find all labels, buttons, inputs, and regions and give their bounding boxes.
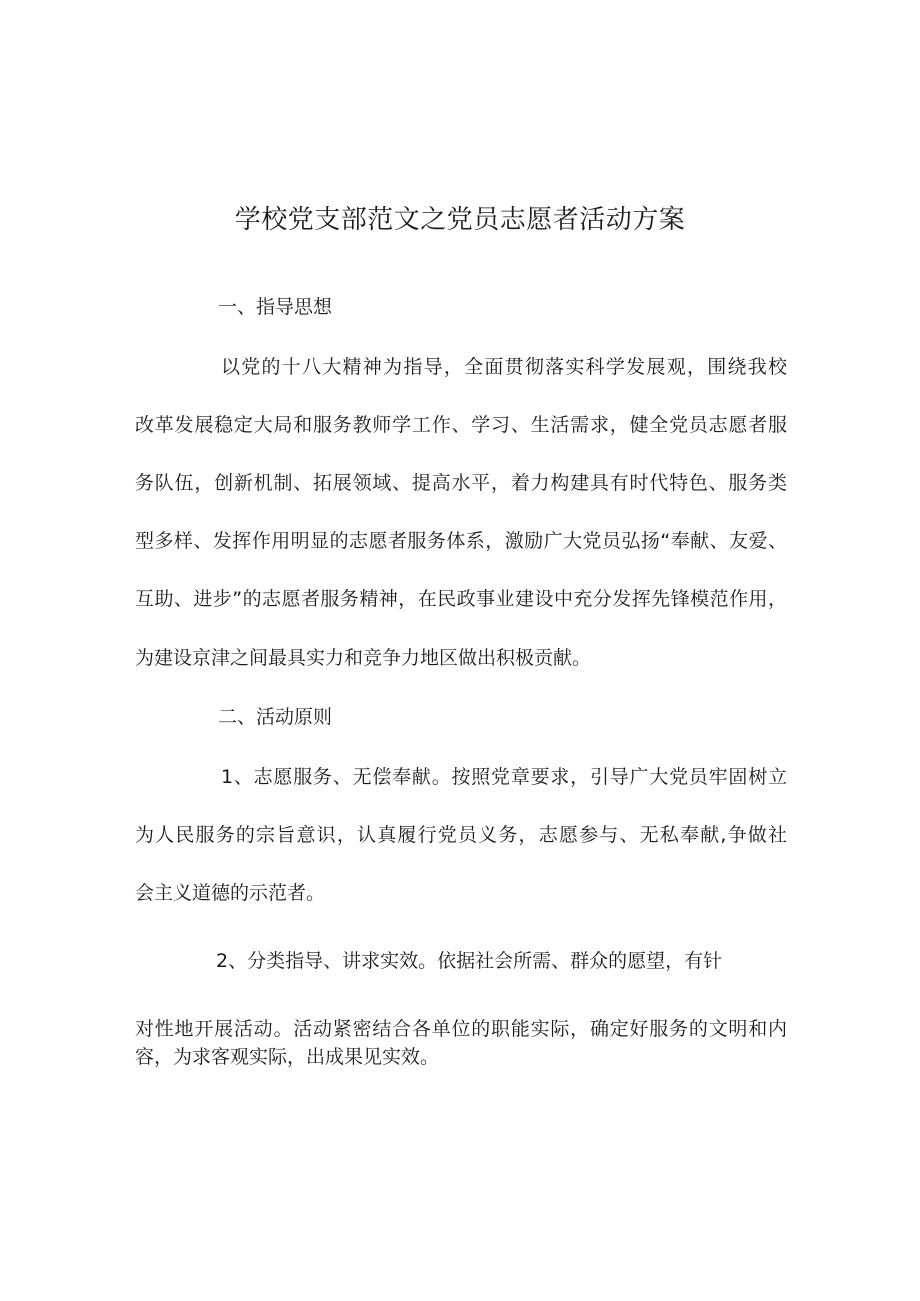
paragraph-line: 改革发展稳定大局和服务教师学工作、学习、生活需求，健全党员志愿者服 <box>135 414 787 436</box>
paragraph-line: 务队伍，创新机制、拓展领域、提高水平，着力构建具有时代特色、服务类 <box>135 472 787 494</box>
document-title: 学校党支部范文之党员志愿者活动方案 <box>234 205 686 235</box>
section-heading-guiding-ideology: 一、指导思想 <box>218 296 333 318</box>
paragraph-line: 对性地开展活动。活动紧密结合各单位的职能实际，确定好服务的文明和内 <box>135 1018 787 1040</box>
paragraph-line: 为人民服务的宗旨意识，认真履行党员义务，志愿参与、无私奉献,争做社 <box>135 824 787 846</box>
section-heading-activity-principles: 二、活动原则 <box>218 706 333 728</box>
paragraph-line: 容，为求客观实际，出成果见实效。 <box>135 1046 440 1068</box>
paragraph-line: 2、分类指导、讲求实效。依据社会所需、群众的愿望，有针 <box>216 950 723 972</box>
paragraph-line: 型多样、发挥作用明显的志愿者服务体系，激励广大党员弘扬“奉献、友爱、 <box>135 530 787 552</box>
paragraph-line: 1、志愿服务、无偿奉献。按照党章要求，引导广大党员牢固树立 <box>221 766 787 788</box>
paragraph-line: 以党的十八大精神为指导，全面贯彻落实科学发展观，围绕我校 <box>221 356 787 378</box>
paragraph-line: 会主义道德的示范者。 <box>135 882 326 904</box>
paragraph-line: 为建设京津之间最具实力和竞争力地区做出积极贡献。 <box>135 647 592 669</box>
paragraph-line: 互助、进步”的志愿者服务精神，在民政事业建设中充分发挥先锋模范作用， <box>135 588 787 610</box>
